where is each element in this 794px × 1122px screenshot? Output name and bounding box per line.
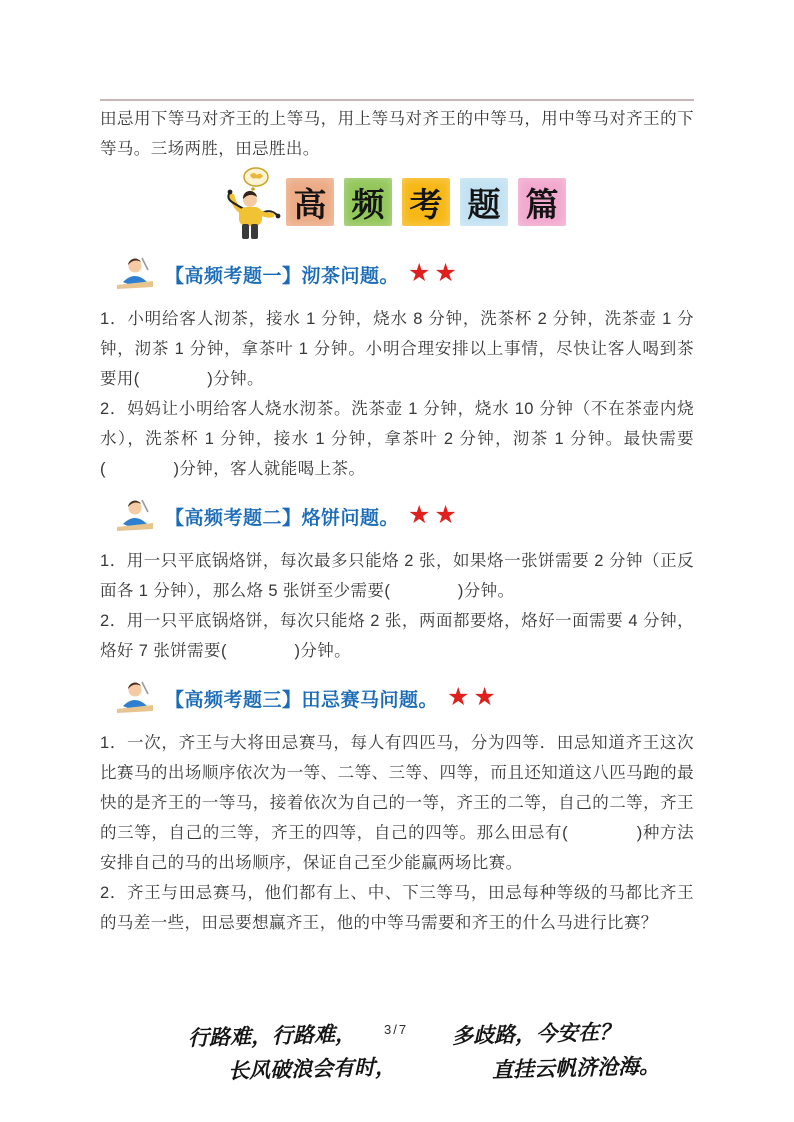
section-heading-2 [114, 493, 694, 539]
footer-poem-left-line1: 行路难，行路难， [187, 1020, 357, 1051]
question-paragraph: 1．用一只平底锅烙饼，每次最多只能烙 2 张，如果烙一张饼需要 2 分钟（正反面各 1 分钟），那么烙 5 张饼至少需要( )分钟。 [100, 552, 694, 600]
question-paragraph: 2．用一只平底锅烙饼，每次只能烙 2 张，两面都要烙，烙好一面需要 4 分钟，烙好 7 张饼需要( )分钟。 [100, 612, 694, 660]
section-title: 【高频考题二】烙饼问题。 [165, 507, 400, 529]
page-number: 3/7 [384, 1022, 409, 1037]
header-divider [100, 99, 694, 101]
banner-tile-char: 题 [467, 184, 501, 224]
student-at-desk-icon [114, 496, 156, 536]
banner-tile [402, 178, 450, 226]
banner-tile-char: 频 [351, 184, 385, 224]
page-content [100, 0, 694, 938]
banner-tiles [286, 178, 566, 226]
intro-paragraph: 田忌用下等马对齐王的上等马，用上等马对齐王的中等马，用中等马对齐王的下等马。三场两胜，田忌胜出。 [100, 110, 694, 158]
banner-tile-char: 篇 [525, 184, 559, 224]
section-heading-1 [114, 251, 694, 297]
footer-poem-left-line2: 长风破浪会有时， [227, 1053, 397, 1084]
banner-tile [344, 178, 392, 226]
footer-poem-right-line1: 多歧路，今安在？ [451, 1018, 621, 1049]
student-at-desk-icon [114, 254, 156, 294]
banner-tile-char: 高 [293, 184, 327, 224]
section-heading-3 [114, 675, 694, 721]
question-paragraph: 1．小明给客人沏茶，接水 1 分钟，烧水 8 分钟，洗茶杯 2 分钟，洗茶壶 1 分钟，沏茶 1 分钟，拿茶叶 1 分钟。小明合理安排以上事情，尽快让客人喝到茶要用( )分钟。 [100, 310, 694, 388]
banner-tile [518, 178, 566, 226]
question-paragraph: 1．一次，齐王与大将田忌赛马，每人有四匹马，分为四等．田忌知道齐王这次比赛马的出场顺序依次为一等、二等、三等、四等，而且还知道这八匹马跑的最快的是齐王的一等马，接着依次为自己的一等，齐王的二等，自己的二等，齐王的三等，自己的三等，齐王的四等，自己的四等。那么田忌有( )种方法安排自己的马的出场顺序，保证自己至少能赢两场比赛。 [100, 734, 694, 872]
banner-tile [286, 178, 334, 226]
banner-tile-char: 考 [409, 184, 443, 224]
banner-tile [460, 178, 508, 226]
star-rating: ★★ [447, 682, 500, 711]
section-title: 【高频考题三】田忌赛马问题。 [165, 689, 439, 711]
student-at-desk-icon [114, 678, 156, 718]
section-banner [100, 166, 694, 242]
section-title: 【高频考题一】沏茶问题。 [165, 265, 400, 287]
teacher-with-whip-illustration [220, 166, 290, 242]
star-rating: ★★ [408, 500, 461, 529]
question-paragraph: 2．齐王与田忌赛马，他们都有上、中、下三等马，田忌每种等级的马都比齐王的马差一些，田忌要想赢齐王，他的中等马需要和齐王的什么马进行比赛？ [100, 884, 694, 932]
footer-poem-right-line2: 直挂云帆济沧海。 [491, 1052, 661, 1083]
star-rating: ★★ [408, 258, 461, 287]
question-paragraph: 2．妈妈让小明给客人烧水沏茶。洗茶壶 1 分钟，烧水 10 分钟（不在茶壶内烧水），洗茶杯 1 分钟，接水 1 分钟，拿茶叶 2 分钟，沏茶 1 分钟。最快需要( )分钟，客人就能喝上茶。 [100, 400, 694, 478]
